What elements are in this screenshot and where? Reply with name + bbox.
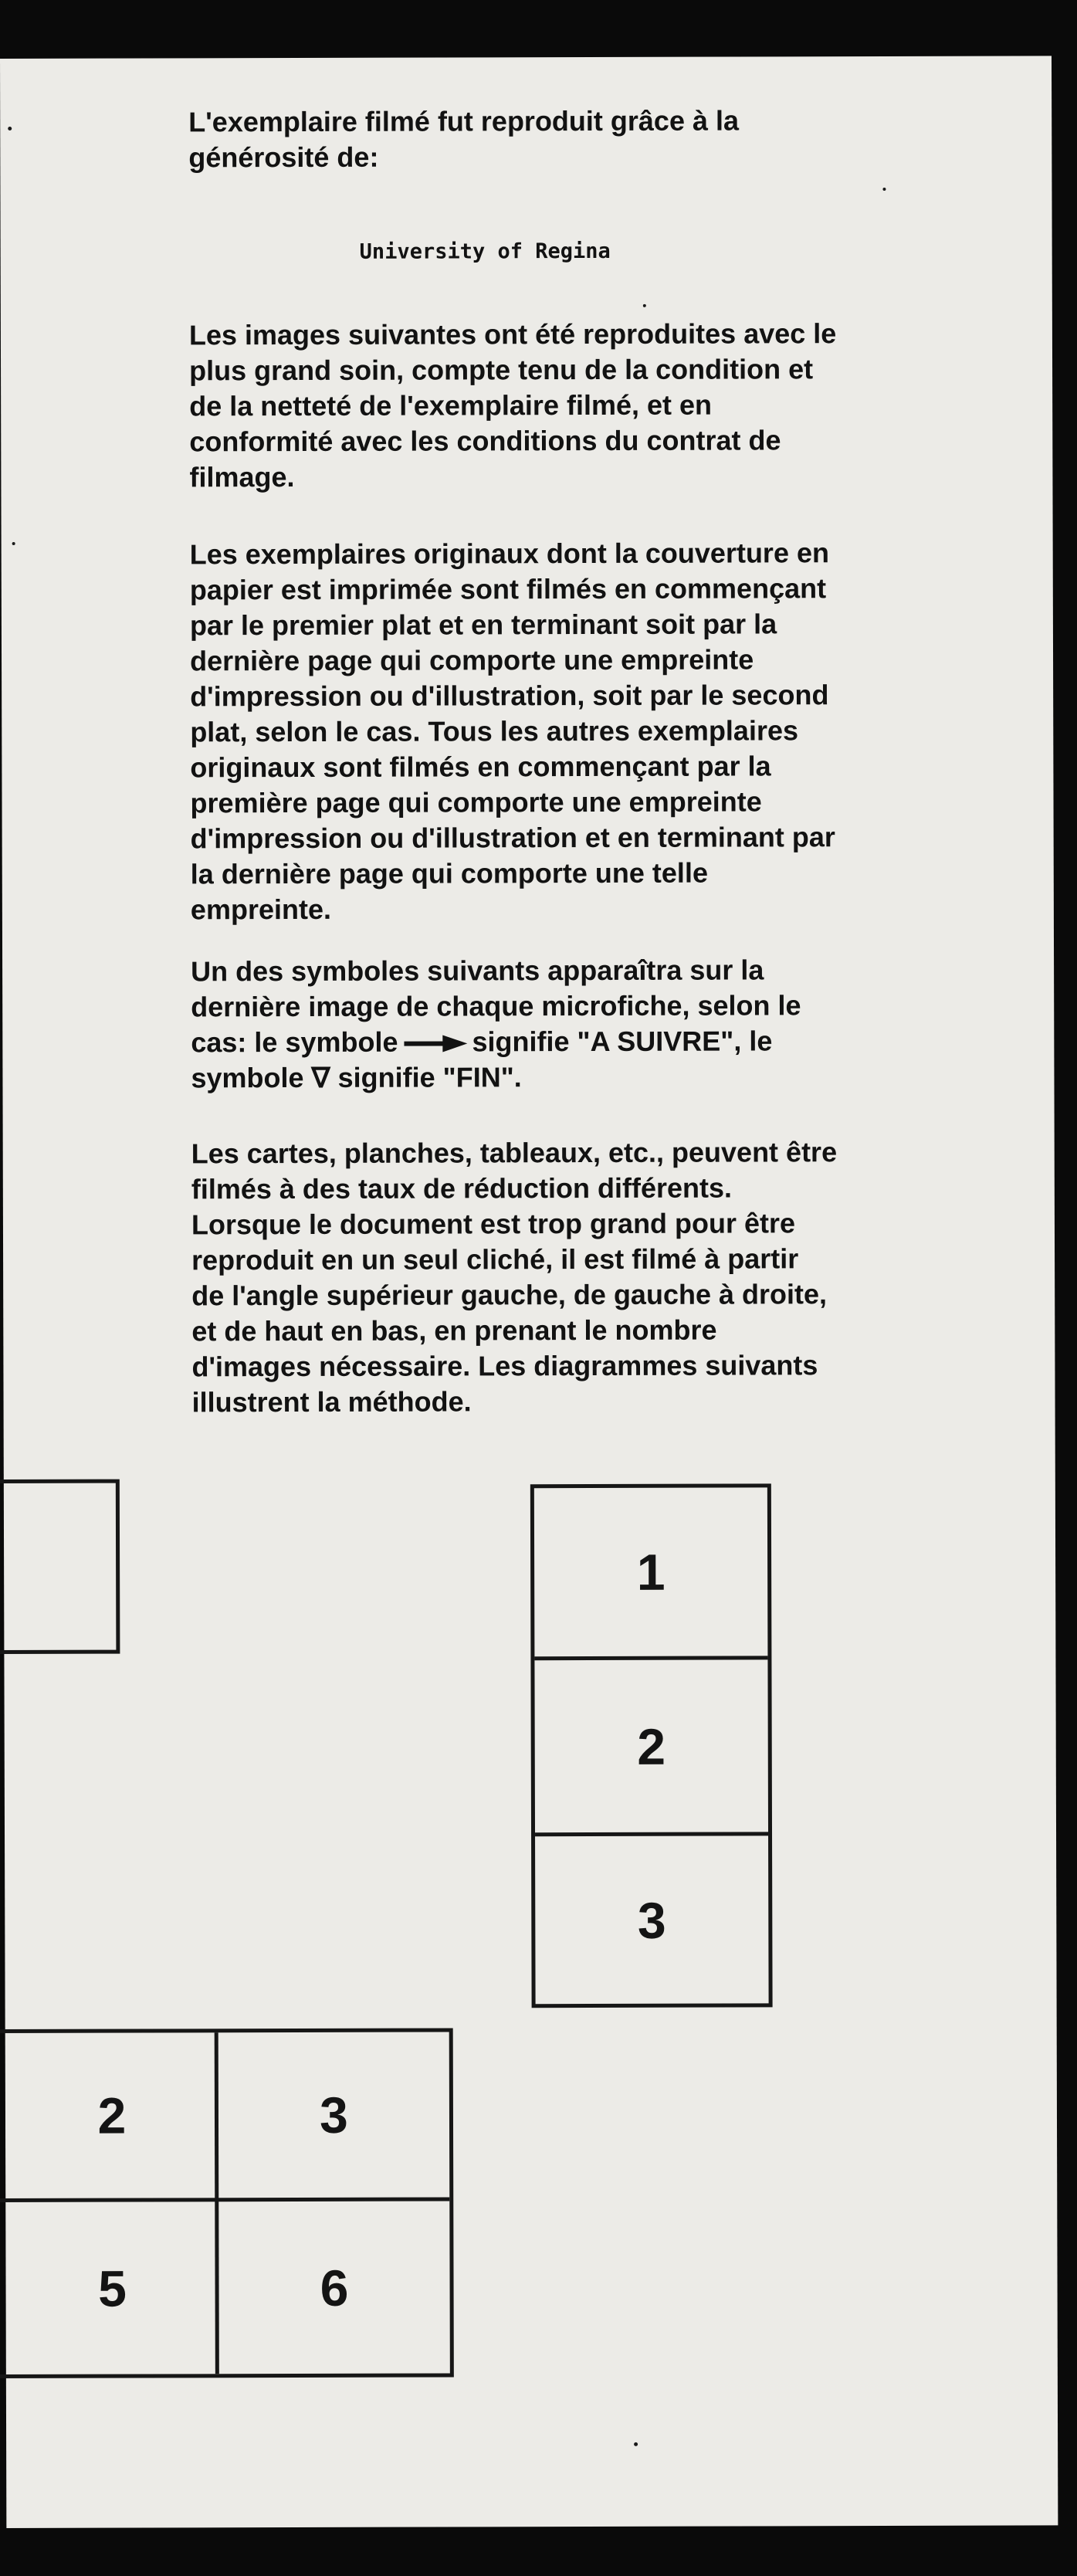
document-page: [0, 56, 1058, 2528]
diagram-cell-6: 6: [320, 2259, 349, 2317]
partial-diagram-box: [0, 1480, 120, 1655]
scan-speck: [8, 127, 12, 130]
paragraph-line: symbole ∇ signifie "FIN".: [191, 1061, 522, 1094]
paragraph-reproduction-care: [189, 316, 962, 496]
paragraph-line: reproduit en un seul cliché, il est filmé à partir: [191, 1242, 799, 1276]
paragraph-line: filmés à des taux de réduction différents.: [191, 1171, 733, 1205]
paragraph-line: d'impression ou d'illustration et en terminant par: [190, 821, 835, 855]
paragraph-line: Un des symboles suivants apparaîtra sur la: [191, 954, 764, 988]
paragraph-line: empreinte.: [190, 893, 332, 926]
paragraph-line: originaux sont filmés en commençant par la: [190, 750, 771, 784]
paragraph-line: [191, 1023, 963, 1061]
grid-diagram: [0, 2028, 454, 2378]
paragraph-line: Les cartes, planches, tableaux, etc., peuvent être: [191, 1136, 838, 1170]
paragraph-line: de l'angle supérieur gauche, de gauche à droite,: [191, 1278, 828, 1312]
paragraph-line: dernière image de chaque microfiche, selon le: [191, 989, 801, 1023]
intro-text: [188, 103, 960, 176]
scan-speck: [634, 2442, 638, 2446]
diagram-cell-5: 5: [98, 2259, 127, 2317]
paragraph-line: illustrent la méthode.: [191, 1385, 472, 1418]
paragraph-line: filmage.: [189, 461, 295, 493]
paragraph-line: d'images nécessaire. Les diagrammes suivants: [191, 1349, 818, 1383]
scan-speck: [882, 188, 886, 191]
diagram-cell-number: [0, 1483, 15, 1650]
paragraph-line: papier est imprimée sont filmés en commençant: [189, 572, 827, 606]
diagram-cell-2: 2: [97, 2086, 127, 2144]
paragraph-line: conformité avec les conditions du contrat de: [189, 424, 781, 458]
paragraph-line: par le premier plat et en terminant soit par la: [189, 608, 777, 642]
paragraph-line: première page qui comporte une empreinte: [190, 785, 762, 819]
paragraph-large-documents: [191, 1134, 964, 1421]
diagram-cell-3: 3: [320, 2086, 348, 2144]
symbol-line-end: signifie "A SUIVRE", le: [472, 1025, 773, 1058]
diagram-cell-3: 3: [637, 1891, 666, 1949]
paragraph-line: Lorsque le document est trop grand pour être: [191, 1207, 796, 1241]
paragraph-line: d'impression ou d'illustration, soit par le second: [190, 679, 829, 713]
paragraph-line: de la netteté de l'exemplaire filmé, et en: [189, 388, 713, 422]
intro-line: L'exemplaire filmé fut reproduit grâce à la: [188, 104, 740, 138]
symbol-line-start: cas: le symbole: [191, 1025, 398, 1059]
scan-speck: [12, 542, 15, 545]
diagram-cell-2: 2: [637, 1717, 666, 1775]
scan-speck: [643, 304, 646, 307]
paragraph-line: plus grand soin, compte tenu de la condition et: [189, 353, 814, 387]
diagram-cell-1: 1: [636, 1543, 666, 1601]
paragraph-line: dernière page qui comporte une empreinte: [189, 643, 754, 677]
paragraph-original-copies: [190, 535, 963, 928]
paragraph-line: Les images suivantes ont été reproduites avec le: [188, 317, 837, 351]
intro-line: générosité de:: [188, 141, 379, 174]
institution-name: University of Regina: [359, 239, 611, 264]
paragraph-line: plat, selon le cas. Tous les autres exemplaires: [190, 714, 799, 748]
paragraph-line: et de haut en bas, en prenant le nombre: [191, 1313, 717, 1347]
vertical-diagram: [530, 1483, 773, 2008]
paragraph-symbols: [191, 952, 963, 1096]
paragraph-line: la dernière page qui comporte une telle: [190, 856, 708, 890]
paragraph-line: Les exemplaires originaux dont la couverture en: [189, 537, 829, 571]
right-arrow-icon: [404, 1035, 467, 1052]
